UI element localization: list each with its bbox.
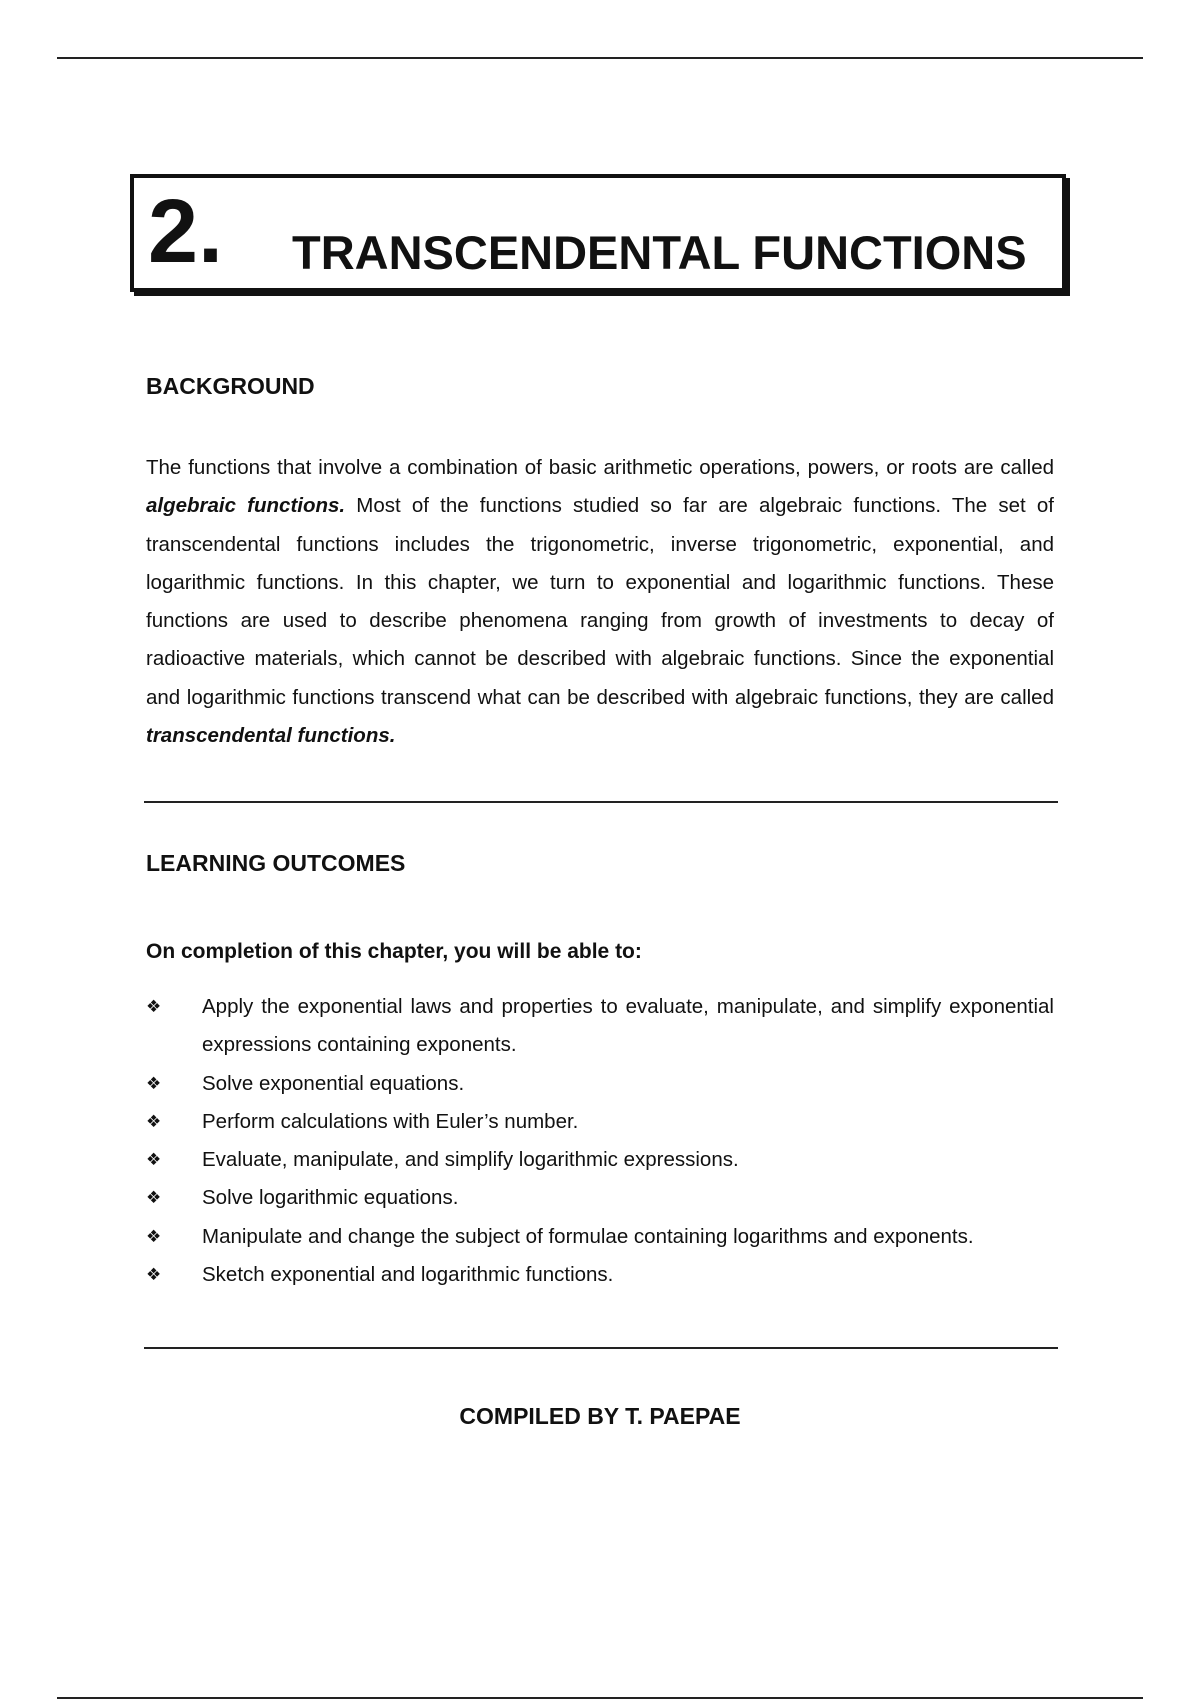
top-rule — [57, 57, 1143, 59]
learning-outcomes-heading: LEARNING OUTCOMES — [146, 850, 406, 876]
diamond-bullet-icon: ❖ — [146, 1073, 162, 1094]
outcome-text: Sketch exponential and logarithmic functions. — [202, 1263, 614, 1287]
diamond-bullet-icon: ❖ — [146, 1111, 162, 1132]
diamond-bullet-icon: ❖ — [146, 1265, 162, 1286]
background-paragraph — [146, 449, 1054, 755]
learning-outcomes-list — [146, 988, 1054, 1294]
chapter-title: TRANSCENDENTAL FUNCTIONS — [292, 226, 1027, 279]
bottom-rule — [57, 1697, 1143, 1699]
transcendental-functions-term: transcendental functions. — [146, 724, 396, 748]
diamond-bullet-icon: ❖ — [146, 997, 162, 1017]
list-item — [146, 1141, 1054, 1179]
background-text-1: The functions that involve a combination of basic arithmetic operations, powers, or roots are called — [146, 456, 1054, 479]
section-divider — [144, 1347, 1058, 1349]
compiled-by-credit: COMPILED BY T. PAEPAE — [459, 1403, 741, 1429]
list-item — [146, 988, 1054, 1065]
background-heading: BACKGROUND — [146, 373, 315, 399]
section-divider — [144, 801, 1058, 803]
outcome-text: Evaluate, manipulate, and simplify logarithmic expressions. — [202, 1148, 739, 1172]
outcome-text: Perform calculations with Euler’s number. — [202, 1109, 579, 1133]
outcome-text: Solve logarithmic equations. — [202, 1186, 459, 1210]
list-item — [146, 1179, 1054, 1217]
diamond-bullet-icon: ❖ — [146, 1150, 162, 1171]
diamond-bullet-icon: ❖ — [146, 1226, 162, 1247]
outcome-text: Manipulate and change the subject of formulae containing logarithms and exponents. — [202, 1224, 974, 1248]
background-text-2: Most of the functions studied so far are algebraic functions. The set of transcendental functions includes the trigonometric, inverse trigonometric, exponential, and logarithmic functions. In this chapter, we turn to exponential and logarithmic functions. These functions are used to describe phenomena ranging from growth of investments to decay of radioactive materials, which cannot be described with algebraic functions. Since the exponential and logarithmic functions transcend what can be described with algebraic functions, they are called — [146, 494, 1054, 709]
outcome-text: Solve exponential equations. — [202, 1071, 465, 1095]
algebraic-functions-term: algebraic functions. — [146, 494, 346, 518]
diamond-bullet-icon: ❖ — [146, 1188, 162, 1209]
list-item — [146, 1218, 1054, 1256]
chapter-title-box — [130, 174, 1066, 292]
list-item — [146, 1103, 1054, 1141]
list-item — [146, 1065, 1054, 1103]
list-item — [146, 1256, 1054, 1294]
chapter-number: 2. — [148, 182, 224, 282]
learning-outcomes-intro: On completion of this chapter, you will be able to: — [146, 940, 642, 963]
outcome-text: Apply the exponential laws and properties to evaluate, manipulate, and simplify exponential expressions containing exponents. — [202, 995, 1054, 1057]
